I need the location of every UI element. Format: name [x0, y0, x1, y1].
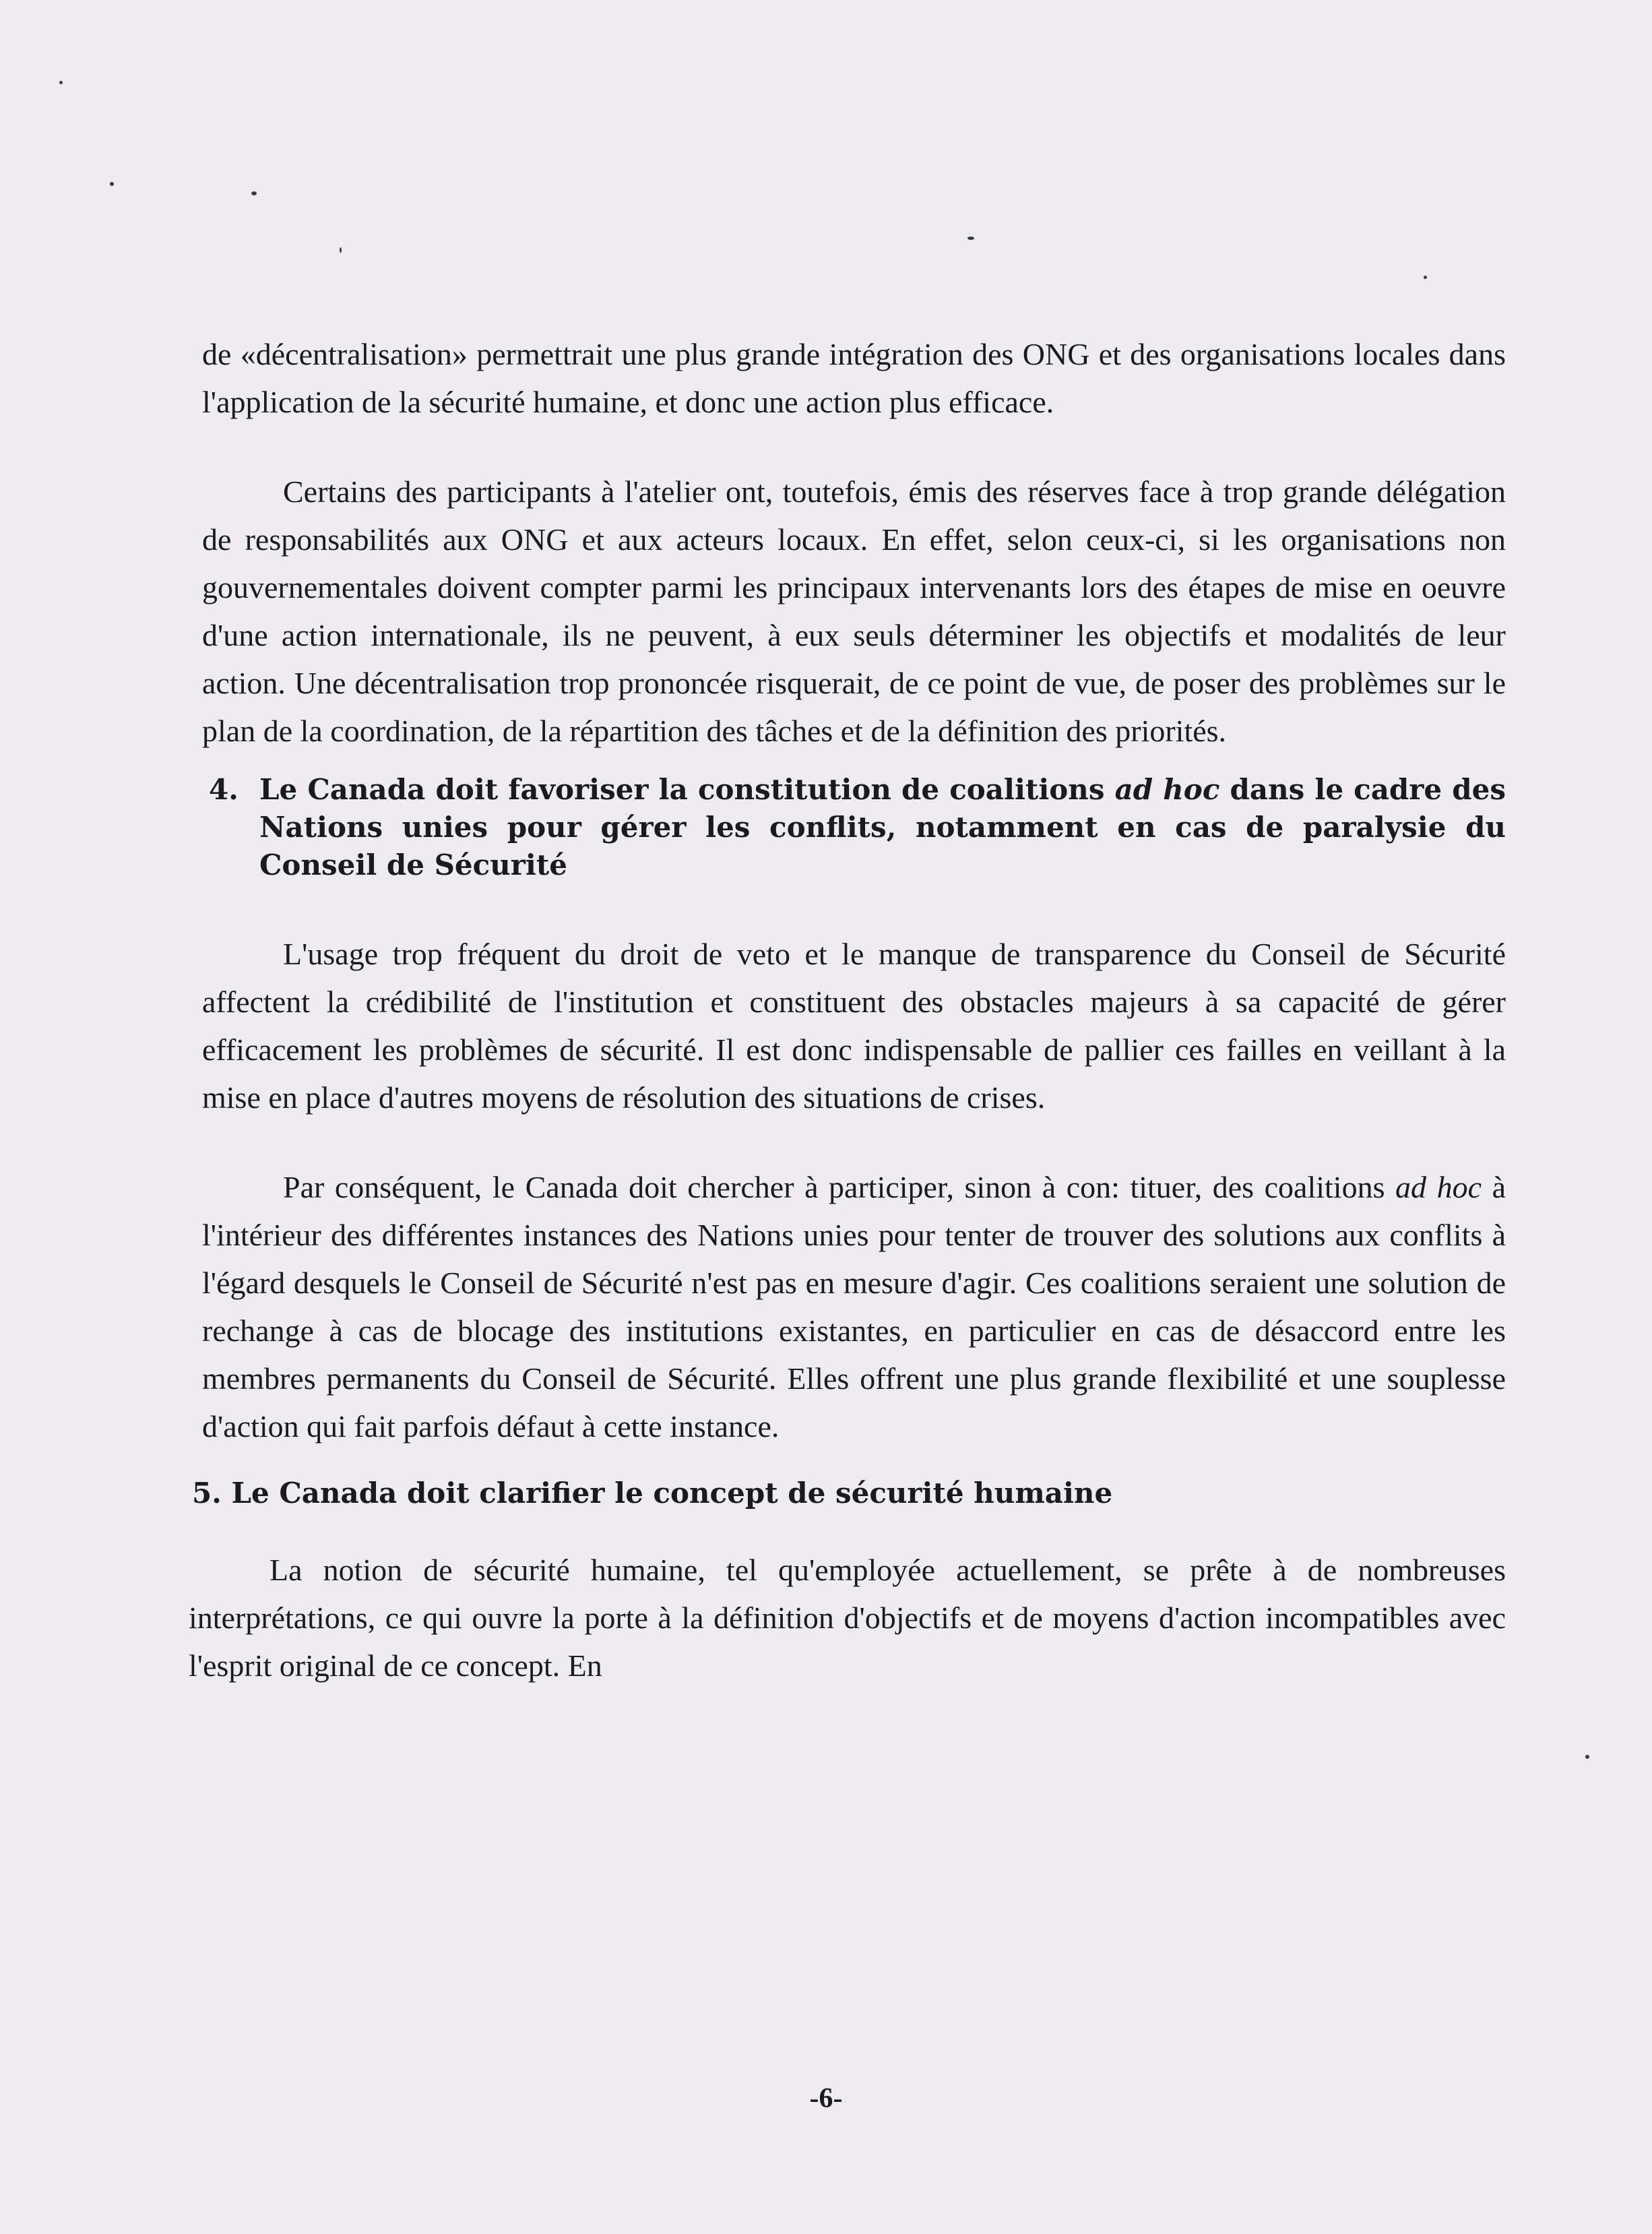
body-paragraph: de «décentralisation» permettrait une plus grande intégration des ONG et des organisations locales dans l'application de la sécurité humaine, et donc une action plus efficace.: [202, 337, 1506, 419]
document-body: [189, 330, 1506, 1689]
scan-speck: [1585, 1755, 1589, 1759]
section-number: 4.: [209, 773, 239, 806]
section-title: Le Canada doit favoriser la constitution de coalitions ad hoc dans le cadre des Nations unies pour gérer les conflits, notamment en cas de paralysie du Conseil de Sécurité: [259, 773, 1506, 881]
scan-speck: [1424, 276, 1427, 279]
section-heading: [202, 771, 1506, 884]
body-paragraph: Par conséquent, le Canada doit chercher à participer, sinon à con: tituer, des coalitions ad hoc à l'intérieur des différentes instances des Nations unies pour tenter de trouver des solutions aux conflits à l'égard desquels le Conseil de Sécurité n'est pas en mesure d'agir. Ces coalitions seraient une solution de rechange à cas de blocage des institutions existantes, en particulier en cas de désaccord entre les membres permanents du Conseil de Sécurité. Elles offrent une plus grande flexibilité et une souplesse d'action qui fait parfois défaut à cette instance.: [202, 1170, 1506, 1444]
body-paragraph: Certains des participants à l'atelier ont, toutefois, émis des réserves face à trop grande délégation de responsabilités aux ONG et aux acteurs locaux. En effet, selon ceux-ci, si les organisations non gouvernementales doivent compter parmi les principaux intervenants lors des étapes de mise en oeuvre d'une action internationale, ils ne peuvent, à eux seuls déterminer les objectifs et modalités de leur action. Une décentralisation trop prononcée risquerait, de ce point de vue, de poser des problèmes sur le plan de la coordination, de la répartition des tâches et de la définition des priorités.: [202, 474, 1506, 748]
page-number: -6-: [809, 2083, 843, 2114]
scan-speck: [251, 191, 257, 195]
section-heading: 5. Le Canada doit clarifier le concept de sécurité humaine: [192, 1477, 1113, 1510]
scan-speck: [340, 247, 342, 253]
scan-speck: [110, 182, 114, 186]
scan-speck: [59, 81, 63, 84]
scan-speck: [967, 237, 974, 240]
body-paragraph: L'usage trop fréquent du droit de veto et le manque de transparence du Conseil de Sécurité affectent la crédibilité de l'institution et constituent des obstacles majeurs à sa capacité de gérer efficacement les problèmes de sécurité. Il est donc indispensable de pallier ces failles en veillant à la mise en place d'autres moyens de résolution des situations de crises.: [202, 937, 1506, 1115]
body-paragraph: La notion de sécurité humaine, tel qu'employée actuellement, se prête à de nombreuses interprétations, ce qui ouvre la porte à la définition d'objectifs et de moyens d'action incompatibles avec l'esprit original de ce concept. En: [189, 1553, 1506, 1683]
